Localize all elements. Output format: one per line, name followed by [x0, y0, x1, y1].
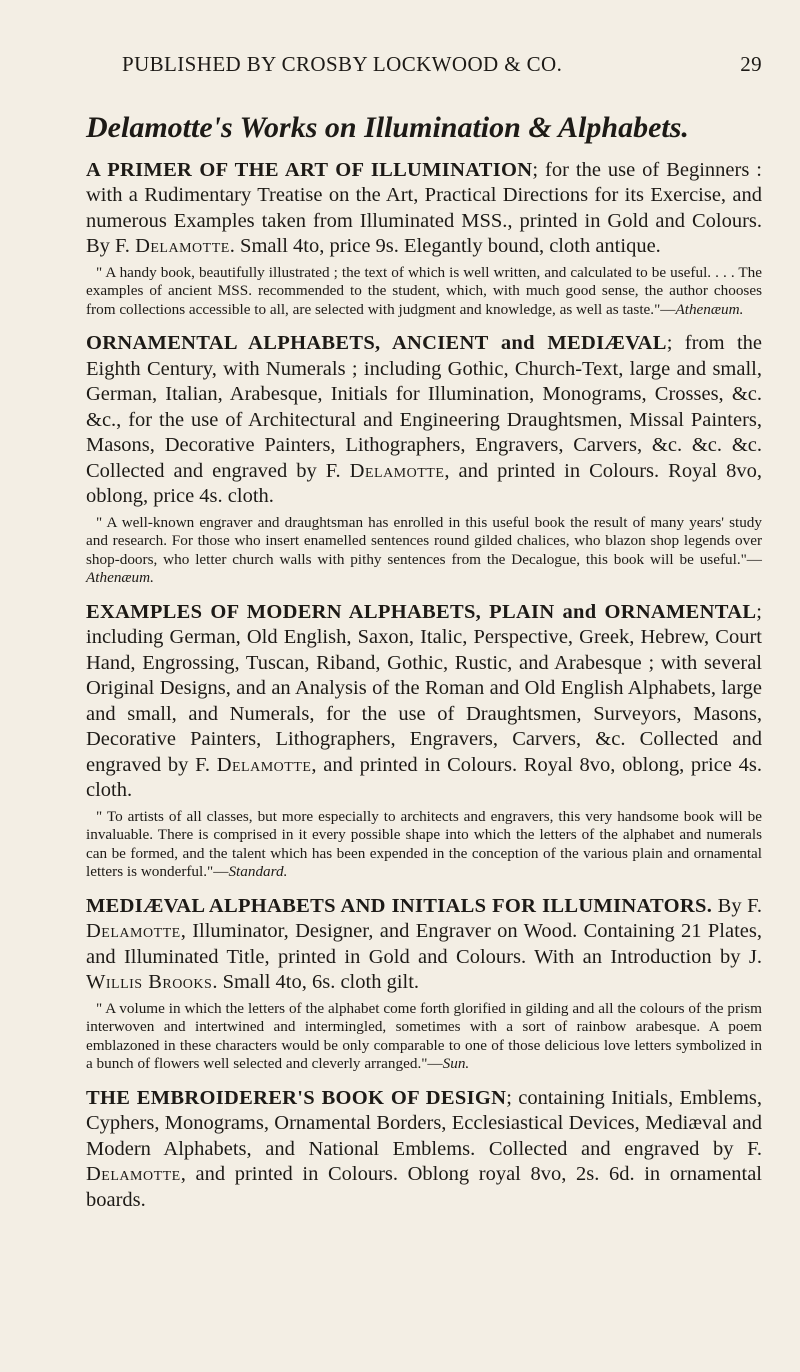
entry-text: ; for the use of Beginners : with a Rudimentary Treatise on the Art, Practical Directions for its Exercise, and numerous Examples taken from Illuminated MSS., printed in Gold and Colours. By F. — [86, 158, 762, 257]
review-quote — [86, 264, 762, 320]
entry-text-continued: , and printed in Colours. Royal 8vo, oblong, price 4s. cloth. — [86, 753, 762, 801]
entry-description — [86, 600, 762, 804]
entry-author: Delamotte — [86, 1163, 181, 1185]
catalogue-entry — [86, 600, 762, 882]
entry-title: ORNAMENTAL ALPHABETS, ANCIENT and MEDIÆVAL — [86, 332, 667, 354]
entry-text-continued: , Illuminator, Designer, and Engraver on Wood. Containing 21 Plates, and Illuminated Title, printed in Gold and Colours. With an Introduction by J. — [86, 920, 762, 968]
entry-introduction-author: Willis Brooks — [86, 971, 213, 993]
entry-text-continued: . Small 4to, price 9s. Elegantly bound, cloth antique. — [229, 235, 661, 257]
entry-text-end: . Small 4to, 6s. cloth gilt. — [212, 971, 420, 993]
review-source: Sun. — [442, 1055, 470, 1072]
catalogue-entry — [86, 894, 762, 1074]
entry-author: Delamotte — [86, 920, 181, 942]
section-title: Delamotte's Works on Illumination & Alphabets. — [86, 111, 689, 144]
entry-text-continued: , and printed in Colours. Oblong royal 8vo, 2s. 6d. in ornamental boards. — [86, 1163, 762, 1211]
entry-author: Delamotte — [135, 235, 230, 257]
review-source: Athenæum. — [675, 300, 744, 318]
entry-title: MEDIÆVAL ALPHABETS AND INITIALS FOR ILLUMINATORS. — [86, 894, 713, 917]
review-source: Athenæum. — [86, 569, 154, 586]
entry-description — [86, 158, 762, 260]
review-text: " A volume in which the letters of the alphabet come forth glorified in gilding and all the colours of the prism interwoven and intertwined and intermingled, sometimes with a sort of rainbow arabesque. A poem emblazoned in these characters would be only comparable to one of those delicious love letters symbolized in a bunch of flowers well selected and cleverly arranged."— — [86, 999, 762, 1072]
entry-text: ; containing Initials, Emblems, Cyphers, Monograms, Ornamental Borders, Ecclesiastical Devices, Mediæval and Modern Alphabets, and National Emblems. Collected and engraved by F. — [86, 1086, 763, 1160]
review-quote — [86, 1000, 762, 1074]
entry-text: ; including German, Old English, Saxon, Italic, Perspective, Greek, Hebrew, Court Hand, Engrossing, Tuscan, Riband, Gothic, Rustic, and Arabesque ; with several Original Designs, and an Analysis of the Roman and Old English Alphabets, large and small, and Numerals, for the use of Draughtsmen, Surveyors, Masons, Decorative Painters, Lithographers, Engravers, Carvers, &c. Collected and engraved by F. — [86, 600, 762, 776]
entry-author: Delamotte — [216, 753, 312, 776]
entry-description — [86, 331, 762, 510]
entry-text: By F. — [712, 894, 762, 917]
review-quote — [86, 808, 762, 882]
catalogue-entry — [86, 158, 762, 320]
running-head — [122, 52, 762, 77]
publisher-heading: PUBLISHED BY CROSBY LOCKWOOD & CO. — [122, 52, 563, 76]
entry-title: EXAMPLES OF MODERN ALPHABETS, PLAIN and ORNAMENTAL — [86, 600, 757, 623]
entry-title: A PRIMER OF THE ART OF ILLUMINATION — [86, 158, 533, 181]
review-quote — [86, 514, 762, 588]
review-text: " To artists of all classes, but more especially to architects and engravers, this very handsome book will be invaluable. There is comprised in it every possible shape into which the letters of the alphabet and numerals can be formed, and the talent which has been expended in the conception of the various plain and ornamental letters is wonderful."— — [86, 807, 762, 880]
entry-text: ; from the Eighth Century, with Numerals ; including Gothic, Church-Text, large and small, German, Italian, Arabesque, Initials for Illumination, Monograms, Crosses, &c. &c., for the use of Architectural and Engineering Draughtsmen, Missal Painters, Masons, Decorative Painters, Lithographers, Engravers, Carvers, &c. &c. &c. Collected and engraved by F. — [86, 332, 762, 482]
review-source: Standard. — [228, 863, 288, 880]
entry-title: THE EMBROIDERER'S BOOK OF DESIGN — [86, 1086, 507, 1109]
review-text: " A handy book, beautifully illustrated ; the text of which is well written, and calculated to be useful. . . . The examples of ancient MSS. recommended to the student, which, with much good sense, the author chooses from collections accessible to all, are selected with judgment and knowledge, as well as taste."— — [86, 263, 762, 318]
entry-description — [86, 894, 762, 996]
entry-author: Delamotte — [349, 459, 445, 482]
catalogue-entry — [86, 331, 762, 588]
review-text: " A well-known engraver and draughtsman has enrolled in this useful book the result of many years' study and research. For those who insert enamelled sentences round gilded chalices, who blazon shop legends over shop-doors, who letter church walls with pithy sentences from the Decalogue, this book will be useful."— — [86, 513, 762, 568]
catalogue-entry — [86, 1086, 762, 1214]
entry-text-continued: , and printed in Colours. Royal 8vo, oblong, price 4s. cloth. — [86, 459, 762, 507]
page-number: 29 — [740, 52, 762, 76]
entry-description — [86, 1086, 762, 1214]
